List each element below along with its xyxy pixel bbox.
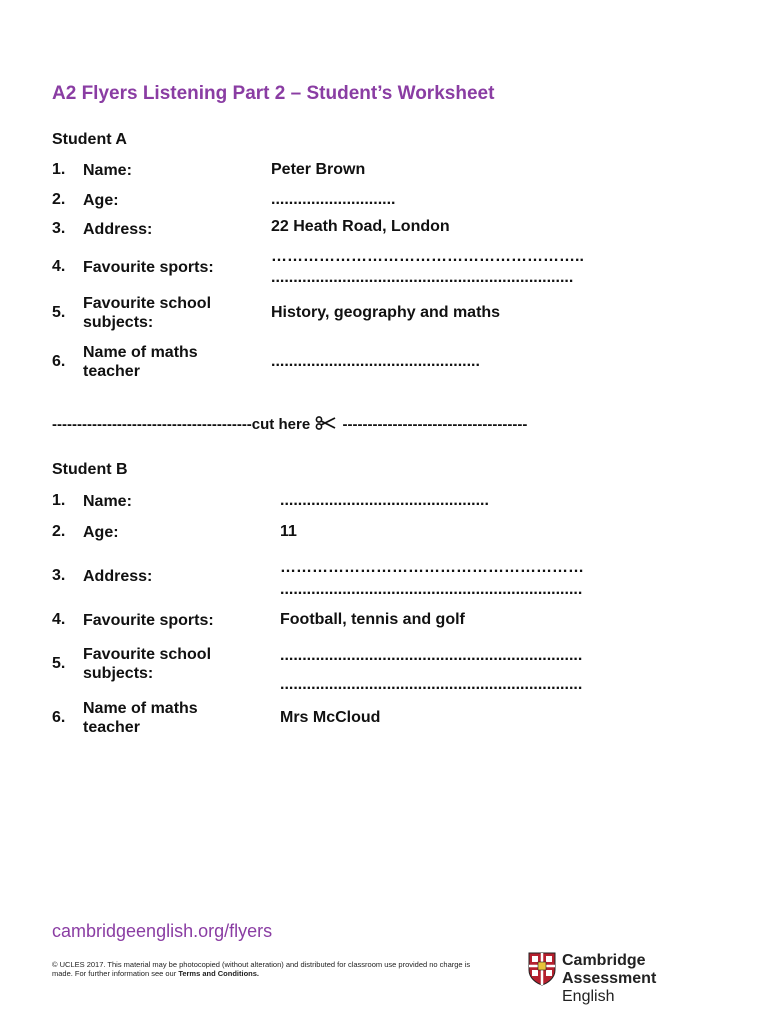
cambridge-crest-icon bbox=[528, 952, 556, 986]
student-a-heading: Student A bbox=[52, 131, 127, 148]
row-number: 3. bbox=[52, 567, 66, 584]
row-label: Address: bbox=[83, 221, 153, 238]
row-label: Name of maths teacher bbox=[83, 344, 198, 380]
logo-line-2: English bbox=[562, 988, 615, 1005]
answer-blank: ............................................... bbox=[280, 492, 489, 509]
scissors-icon bbox=[315, 416, 337, 430]
answer-blank: .................................................................... bbox=[280, 647, 583, 664]
answer-blank: ………………………………………………… bbox=[280, 559, 584, 576]
row-value: Peter Brown bbox=[271, 161, 366, 178]
answer-blank: .................................................................... bbox=[280, 581, 583, 598]
row-label: Favourite sports: bbox=[83, 259, 214, 276]
cut-line-right: ------------------------------------- bbox=[342, 416, 528, 433]
row-number: 1. bbox=[52, 161, 66, 178]
row-label: Age: bbox=[83, 524, 119, 541]
legal-text: © UCLES 2017. This material may be photocopied (without alteration) and distributed for classroom use provided no charge is made. For further information see our bbox=[52, 960, 471, 978]
answer-blank: ………………………………………………….. bbox=[271, 248, 584, 265]
row-label: Favourite school subjects: bbox=[83, 646, 212, 682]
row-label: Address: bbox=[83, 568, 153, 585]
cambridge-logo bbox=[528, 952, 738, 1005]
row-number: 4. bbox=[52, 258, 66, 275]
cut-line-left: ----------------------------------------cut here bbox=[52, 416, 311, 433]
row-number: 3. bbox=[52, 220, 66, 237]
student-b-heading: Student B bbox=[52, 461, 128, 478]
row-label: Favourite school subjects: bbox=[83, 295, 212, 331]
row-number: 2. bbox=[52, 523, 66, 540]
copyright-notice bbox=[52, 960, 472, 978]
row-number: 1. bbox=[52, 492, 66, 509]
row-label: Age: bbox=[83, 192, 119, 209]
row-value: 22 Heath Road, London bbox=[271, 218, 450, 235]
logo-line-1: Cambridge Assessment bbox=[562, 952, 657, 987]
answer-blank: ............................ bbox=[271, 191, 396, 208]
cut-line bbox=[52, 416, 527, 433]
row-value: 11 bbox=[280, 523, 297, 540]
answer-blank: ............................................... bbox=[271, 353, 480, 370]
row-value: Football, tennis and golf bbox=[280, 611, 465, 628]
footer-url-link[interactable]: cambridgeenglish.org/flyers bbox=[52, 921, 273, 941]
row-number: 2. bbox=[52, 191, 66, 208]
answer-blank: .................................................................... bbox=[280, 676, 583, 693]
row-number: 6. bbox=[52, 709, 66, 726]
row-label: Favourite sports: bbox=[83, 612, 214, 629]
page-title: A2 Flyers Listening Part 2 – Student’s Worksheet bbox=[52, 83, 495, 104]
row-value: History, geography and maths bbox=[271, 304, 501, 321]
row-number: 5. bbox=[52, 655, 66, 672]
row-number: 5. bbox=[52, 304, 66, 321]
logo-wordmark bbox=[562, 952, 738, 1006]
terms-link[interactable]: Terms and Conditions. bbox=[178, 969, 260, 978]
row-number: 6. bbox=[52, 353, 66, 370]
answer-blank: .................................................................... bbox=[271, 269, 574, 286]
row-value: Mrs McCloud bbox=[280, 709, 381, 726]
row-label: Name: bbox=[83, 162, 132, 179]
row-number: 4. bbox=[52, 611, 66, 628]
row-label: Name: bbox=[83, 493, 132, 510]
row-label: Name of maths teacher bbox=[83, 700, 198, 736]
